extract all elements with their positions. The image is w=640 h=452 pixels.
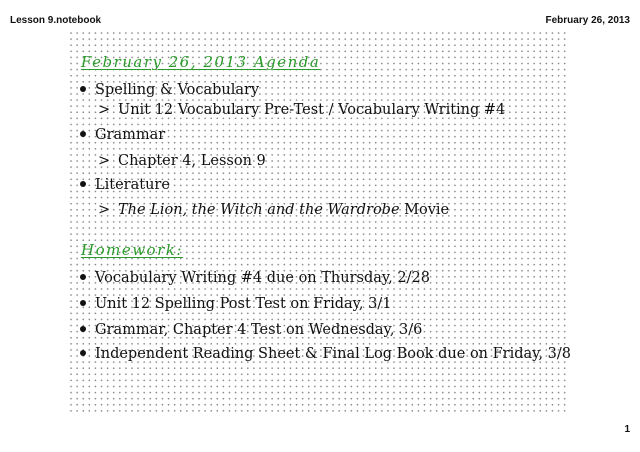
agenda-subitem-grammar xyxy=(98,152,266,170)
homework-item xyxy=(80,321,422,339)
homework-item-label: Unit 12 Spelling Post Test on Friday, 3/1 xyxy=(95,296,392,312)
chevron-right-icon: > xyxy=(98,102,111,118)
movie-title: The Lion, the Witch and the Wardrobe xyxy=(118,202,400,218)
agenda-item-literature xyxy=(80,176,170,194)
homework-item-label: Vocabulary Writing #4 due on Thursday, 2/28 xyxy=(95,270,430,286)
agenda-title: February 26, 2013 Agenda xyxy=(81,53,321,71)
agenda-subitem-suffix: Movie xyxy=(399,202,450,218)
bullet-icon xyxy=(80,300,86,306)
homework-item xyxy=(80,295,391,313)
chevron-right-icon: > xyxy=(98,202,111,218)
agenda-subitem-literature xyxy=(98,201,449,219)
bullet-icon xyxy=(80,326,86,332)
agenda-subitem-spelling xyxy=(98,101,505,119)
agenda-item-spelling xyxy=(80,81,259,99)
agenda-item-label: Spelling & Vocabulary xyxy=(95,82,260,98)
notebook-date: February 26, 2013 xyxy=(545,15,630,26)
homework-title: Homework: xyxy=(81,241,183,259)
agenda-subitem-label: Chapter 4, Lesson 9 xyxy=(118,153,266,169)
agenda-subitem-label: Unit 12 Vocabulary Pre-Test / Vocabulary Writing #4 xyxy=(118,102,506,118)
agenda-item-grammar xyxy=(80,126,165,144)
homework-item-label: Grammar, Chapter 4 Test on Wednesday, 3/6 xyxy=(95,322,423,338)
bullet-icon xyxy=(80,350,86,356)
homework-item xyxy=(80,269,430,287)
homework-item xyxy=(80,345,571,363)
bullet-icon xyxy=(80,131,86,137)
bullet-icon xyxy=(80,274,86,280)
bullet-icon xyxy=(80,86,86,92)
agenda-item-label: Literature xyxy=(95,177,170,193)
notebook-filename: Lesson 9.notebook xyxy=(10,15,102,26)
chevron-right-icon: > xyxy=(98,153,111,169)
bullet-icon xyxy=(80,181,86,187)
page-number: 1 xyxy=(624,424,630,435)
homework-item-label: Independent Reading Sheet & Final Log Book due on Friday, 3/8 xyxy=(95,346,572,362)
agenda-item-label: Grammar xyxy=(95,127,166,143)
